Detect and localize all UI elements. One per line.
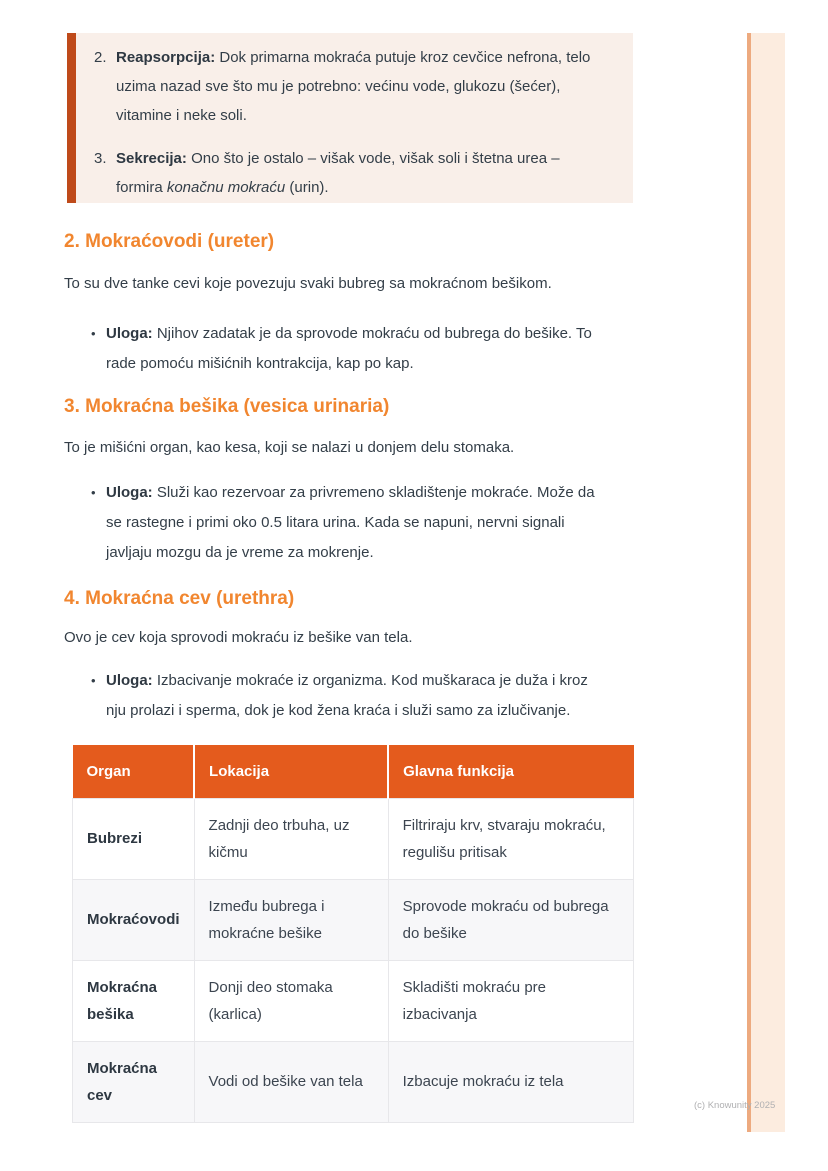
organ-table <box>72 745 634 1123</box>
paragraph: To su dve tanke cevi koje povezuju svaki bubreg sa mokraćnom bešikom. <box>64 275 552 292</box>
item-text <box>116 43 608 130</box>
bullet-label: Uloga: <box>106 672 153 689</box>
footer-credit: (c) Knowunity 2025 <box>694 1100 776 1111</box>
item-number: 3. <box>94 150 107 167</box>
paragraph: To je mišićni organ, kao kesa, koji se nalazi u donjem delu stomaka. <box>64 439 515 456</box>
item-body: Dok primarna mokraća putuje kroz cevčice nefrona, telo uzima nazad sve što mu je potrebno: većinu vode, glukozu (šećer), vitamine i neke soli. <box>116 49 591 124</box>
cell-lokacija: Vodi od bešike van tela <box>194 1041 388 1122</box>
table-row <box>73 879 634 960</box>
bullet-list <box>64 666 619 726</box>
item-body: (urin). <box>289 179 329 196</box>
cell-lokacija: Zadnji deo trbuha, uz kičmu <box>194 798 388 879</box>
cell-funkcija: Skladišti mokraću pre izbacivanja <box>388 960 633 1041</box>
bullet-marker: • <box>91 326 96 341</box>
table-row <box>73 1041 634 1122</box>
section-heading-urethra: 4. Mokraćna cev (urethra) <box>64 588 295 609</box>
table-header-row <box>73 745 634 798</box>
bullet-text: Izbacivanje mokraće iz organizma. Kod muškaraca je duža i kroz nju prolazi i sperma, dok je kod žena kraća i služi samo za izlučivanje. <box>106 672 588 719</box>
section-heading-bladder: 3. Mokraćna bešika (vesica urinaria) <box>64 396 390 417</box>
item-text <box>116 144 608 202</box>
header-cell-lokacija: Lokacija <box>194 745 388 798</box>
bullet-label: Uloga: <box>106 325 153 342</box>
table-row <box>73 960 634 1041</box>
bullet-marker: • <box>91 673 96 688</box>
bullet-content <box>106 319 612 379</box>
paragraph: Ovo je cev koja sprovodi mokraću iz bešike van tela. <box>64 629 413 646</box>
item-label: Sekrecija: <box>116 150 187 167</box>
cell-funkcija: Sprovode mokraću od bubrega do bešike <box>388 879 633 960</box>
bullet-list <box>64 319 619 379</box>
item-body: Ono što je ostalo – višak vode, višak soli i štetna urea – formira <box>116 150 560 196</box>
numbered-item <box>94 144 615 202</box>
cell-organ: Bubrezi <box>73 798 195 879</box>
cell-organ: Mokraćna cev <box>73 1041 195 1122</box>
bullet-item <box>64 478 619 568</box>
bullet-text: Služi kao rezervoar za privremeno skladištenje mokraće. Može da se rastegne i primi oko 0.5 litara urina. Kada se napuni, nervni signali javljaju mozgu da je vreme za mokrenje. <box>106 484 595 561</box>
bullet-item <box>64 319 619 379</box>
item-number: 2. <box>94 49 107 66</box>
cell-lokacija: Donji deo stomaka (karlica) <box>194 960 388 1041</box>
bullet-content <box>106 478 612 568</box>
item-label: Reapsorpcija: <box>116 49 216 66</box>
table-row <box>73 798 634 879</box>
cell-organ: Mokraćna bešika <box>73 960 195 1041</box>
cell-organ: Mokraćovodi <box>73 879 195 960</box>
header-cell-funkcija: Glavna funkcija <box>388 745 633 798</box>
bullet-content <box>106 666 612 726</box>
item-italic: konačnu mokraću <box>166 179 286 196</box>
callout-box <box>67 33 633 203</box>
cell-funkcija: Izbacuje mokraću iz tela <box>388 1041 633 1122</box>
bullet-text: Njihov zadatak je da sprovode mokraću od bubrega do bešike. To rade pomoću mišićnih kontrakcija, kap po kap. <box>106 325 592 372</box>
section-heading-ureter: 2. Mokraćovodi (ureter) <box>64 231 275 252</box>
cell-lokacija: Između bubrega i mokraćne bešike <box>194 879 388 960</box>
header-cell-organ: Organ <box>73 745 195 798</box>
decorative-right-stripe <box>747 33 785 1132</box>
cell-funkcija: Filtriraju krv, stvaraju mokraću, regulišu pritisak <box>388 798 633 879</box>
numbered-item <box>94 43 615 130</box>
bullet-marker: • <box>91 485 96 500</box>
bullet-item <box>64 666 619 726</box>
bullet-label: Uloga: <box>106 484 153 501</box>
bullet-list <box>64 478 619 568</box>
